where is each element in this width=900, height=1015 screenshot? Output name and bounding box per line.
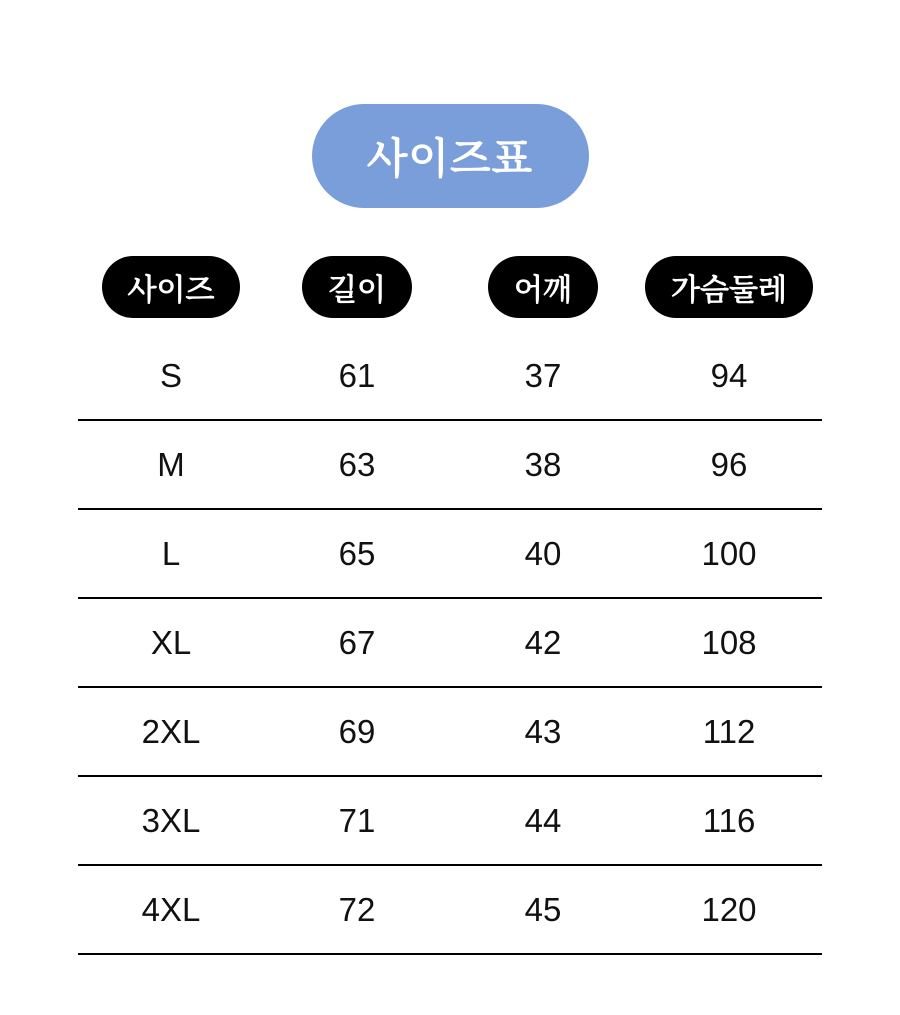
cell-shoulder: 44 [450,776,636,865]
cell-size: 3XL [78,776,264,865]
cell-chest: 112 [636,687,822,776]
cell-size: M [78,420,264,509]
column-header-chest-label: 가슴둘레 [645,256,813,318]
cell-shoulder: 40 [450,509,636,598]
table-header [78,256,822,332]
cell-shoulder: 37 [450,332,636,420]
cell-shoulder: 38 [450,420,636,509]
column-header-shoulder [450,256,636,332]
cell-size: 2XL [78,687,264,776]
cell-shoulder: 45 [450,865,636,954]
title-section [0,0,900,208]
cell-chest: 100 [636,509,822,598]
cell-shoulder: 43 [450,687,636,776]
table-row [78,509,822,598]
cell-shoulder: 42 [450,598,636,687]
cell-size: S [78,332,264,420]
table-body [78,332,822,954]
cell-length: 63 [264,420,450,509]
column-header-length [264,256,450,332]
column-header-size-label: 사이즈 [102,256,241,318]
column-header-size [78,256,264,332]
cell-length: 69 [264,687,450,776]
table-row [78,420,822,509]
size-table-container [78,208,822,955]
cell-chest: 94 [636,332,822,420]
column-header-shoulder-label: 어깨 [488,256,598,318]
table-header-row [78,256,822,332]
table-row [78,687,822,776]
cell-size: XL [78,598,264,687]
table-row [78,776,822,865]
table-row [78,598,822,687]
cell-size: 4XL [78,865,264,954]
page-title: 사이즈표 [312,104,589,208]
cell-length: 72 [264,865,450,954]
cell-length: 65 [264,509,450,598]
column-header-length-label: 길이 [302,256,412,318]
cell-length: 71 [264,776,450,865]
size-table [78,256,822,955]
cell-length: 61 [264,332,450,420]
cell-length: 67 [264,598,450,687]
cell-size: L [78,509,264,598]
table-row [78,865,822,954]
cell-chest: 108 [636,598,822,687]
cell-chest: 96 [636,420,822,509]
table-row [78,332,822,420]
cell-chest: 120 [636,865,822,954]
cell-chest: 116 [636,776,822,865]
column-header-chest [636,256,822,332]
